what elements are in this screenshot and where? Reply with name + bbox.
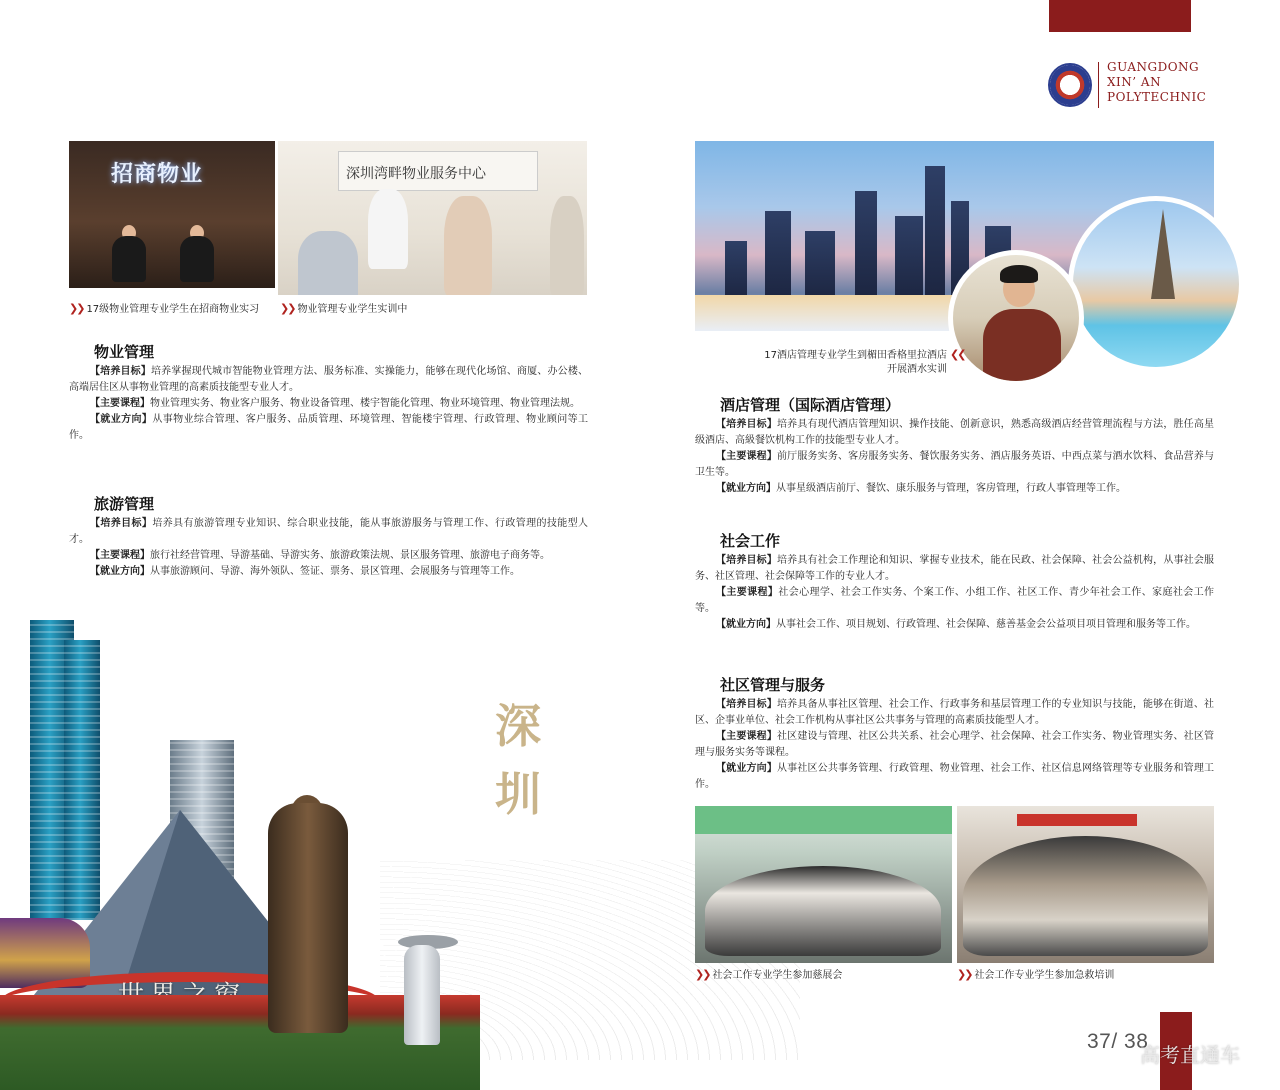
bronze-statue	[268, 803, 348, 1033]
section-paragraph: 【主要课程】前厅服务实务、客房服务实务、餐饮服务实务、酒店服务英语、中西点菜与酒水饮料、食品营养与卫生等。	[695, 451, 1214, 478]
expo-banner	[695, 806, 952, 834]
caption-text: 社会工作专业学生参加慈展会	[712, 970, 843, 981]
section-paragraph: 【就业方向】从事社区公共事务管理、行政管理、物业管理、社会工作、社区信息网络管理等专业服务和管理工作。	[695, 763, 1214, 790]
person-icon	[180, 236, 214, 282]
school-name-line: POLYTECHNIC	[1107, 90, 1207, 104]
section-paragraph: 【主要课程】社区建设与管理、社区公共关系、社会心理学、社会保障、社会工作实务、物业管理实务、社区管理与服务实务等课程。	[695, 731, 1214, 758]
city-char: 圳	[495, 767, 541, 821]
section-body	[695, 697, 1214, 793]
section-paragraph: 【就业方向】从事旅游顾问、导游、海外领队、签证、票务、景区管理、会展服务与管理等工作。	[90, 566, 520, 577]
section-paragraph: 【就业方向】从事星级酒店前厅、餐饮、康乐服务与管理，客房管理，行政人事管理等工作。	[716, 483, 1126, 494]
page-number: 37/ 38	[1087, 1030, 1149, 1053]
building	[805, 231, 835, 301]
section-paragraph: 【培养目标】培养具备从事社区管理、社会工作、行政事务和基层管理工作的专业知识与技能，能够在街道、社区、企事业单位、社会工作机构从事社区公共事务与管理的高素质技能型人才。	[695, 699, 1214, 726]
person-icon	[298, 231, 358, 295]
section-title: 酒店管理（国际酒店管理）	[720, 396, 901, 414]
city-char: 深	[495, 699, 541, 753]
section-paragraph: 【主要课程】旅行社经营管理、导游基础、导游实务、旅游政策法规、景区服务管理、旅游电子商务等。	[90, 550, 550, 561]
section-body	[695, 417, 1214, 497]
photo-china-merchants-property	[69, 141, 275, 288]
school-logo-icon	[1048, 63, 1092, 107]
section-hotel-management	[695, 395, 1214, 497]
person-body	[983, 309, 1061, 386]
photo-caption	[957, 968, 1114, 983]
white-sculpture	[404, 945, 440, 1045]
caption-text: 17酒店管理专业学生到楣田香格里拉酒店	[764, 350, 947, 361]
double-chevron-icon: ❯❯	[280, 302, 295, 315]
section-title: 旅游管理	[94, 495, 155, 513]
double-chevron-icon: ❯❯	[957, 968, 972, 981]
photo-sign-text: 招商物业	[111, 162, 204, 187]
building	[855, 191, 877, 301]
section-property-management	[69, 342, 588, 444]
group-of-students	[705, 866, 941, 956]
section-paragraph: 【培养目标】培养具有旅游管理专业知识、综合职业技能，能从事旅游服务与管理工作、行政管理的技能型人才。	[69, 518, 589, 545]
caption-text: 社会工作专业学生参加急救培训	[974, 970, 1115, 981]
logo-divider	[1098, 62, 1099, 108]
section-body	[695, 553, 1214, 633]
photo-caption	[745, 349, 947, 377]
section-paragraph: 【就业方向】从事物业综合管理、客户服务、品质管理、环境管理、智能楼宇管理、行政管理、物业顾问等工作。	[69, 414, 589, 441]
section-social-work	[695, 531, 1214, 633]
section-tourism-management	[69, 494, 588, 580]
person-icon	[444, 196, 492, 295]
person-icon	[550, 196, 584, 295]
photo-caption	[695, 968, 842, 983]
school-name-line: XIN’ AN	[1107, 75, 1162, 89]
section-paragraph: 【培养目标】培养具有现代酒店管理知识、操作技能、创新意识，熟悉高级酒店经营管理流程与方法，胜任高星级酒店、高級餐饮机构工作的技能型专业人才。	[695, 419, 1214, 446]
caption-text: 17级物业管理专业学生在招商物业实习	[86, 304, 260, 315]
person-icon	[112, 236, 146, 282]
section-paragraph: 【主要课程】物业管理实务、物业客户服务、物业设备管理、楼宇智能化管理、物业环境管理、物业管理法规。	[90, 398, 580, 409]
shenzhen-collage	[0, 590, 640, 1090]
section-title: 社区管理与服务	[720, 676, 826, 694]
caption-text: 开展酒水实训	[887, 364, 947, 375]
section-community-management	[695, 675, 1214, 793]
top-accent-bar	[1049, 0, 1191, 32]
school-name-line: GUANGDONG	[1107, 60, 1200, 74]
double-chevron-icon: ❯❯	[695, 968, 710, 981]
section-paragraph: 【培养目标】培养掌握现代城市智能物业管理方法、服务标准、实操能力，能够在现代化场馆、商厦、办公楼、高端居住区从事物业管理的高素质技能型专业人才。	[69, 366, 588, 393]
watermark: 高考直通车	[1140, 1043, 1240, 1067]
group-of-students	[963, 836, 1208, 956]
photo-property-service-center	[278, 141, 587, 295]
building	[895, 216, 923, 301]
tower-shape	[1151, 209, 1175, 299]
person-hair	[1000, 265, 1038, 283]
double-chevron-left-icon: ❮❮	[950, 348, 965, 361]
section-body	[69, 516, 588, 580]
building	[725, 241, 747, 301]
school-name-en	[1107, 60, 1206, 105]
section-body	[69, 364, 588, 444]
section-title: 社会工作	[720, 532, 781, 550]
caption-text: 物业管理专业学生实训中	[297, 304, 408, 315]
photo-bartending-student	[948, 250, 1084, 386]
building	[765, 211, 791, 301]
section-paragraph: 【主要课程】社会心理学、社会工作实务、个案工作、小组工作、社区工作、青少年社会工作、家庭社会工作等。	[695, 587, 1215, 614]
section-paragraph: 【培养目标】培养具有社会工作理论和知识、掌握专业技术，能在民政、社会保障、社会公益机构，从事社会服务、社区管理、社会保障等工作的专业人才。	[695, 555, 1214, 582]
section-title: 物业管理	[94, 343, 155, 361]
double-chevron-icon: ❯❯	[69, 302, 84, 315]
training-banner	[1017, 814, 1137, 826]
section-paragraph: 【就业方向】从事社会工作、项目规划、行政管理、社会保障、慈善基金会公益项目项目管理和服务等工作。	[716, 619, 1196, 630]
caption-chevron	[950, 348, 967, 363]
photo-caption	[280, 302, 407, 317]
person-icon	[368, 189, 408, 269]
photo-paris-fountain	[1068, 196, 1244, 372]
center-signboard-text: 深圳湾畔物业服务中心	[346, 166, 486, 182]
photo-caption	[69, 302, 259, 317]
building	[925, 166, 945, 301]
photo-charity-expo	[695, 806, 952, 963]
photo-first-aid-training	[957, 806, 1214, 963]
